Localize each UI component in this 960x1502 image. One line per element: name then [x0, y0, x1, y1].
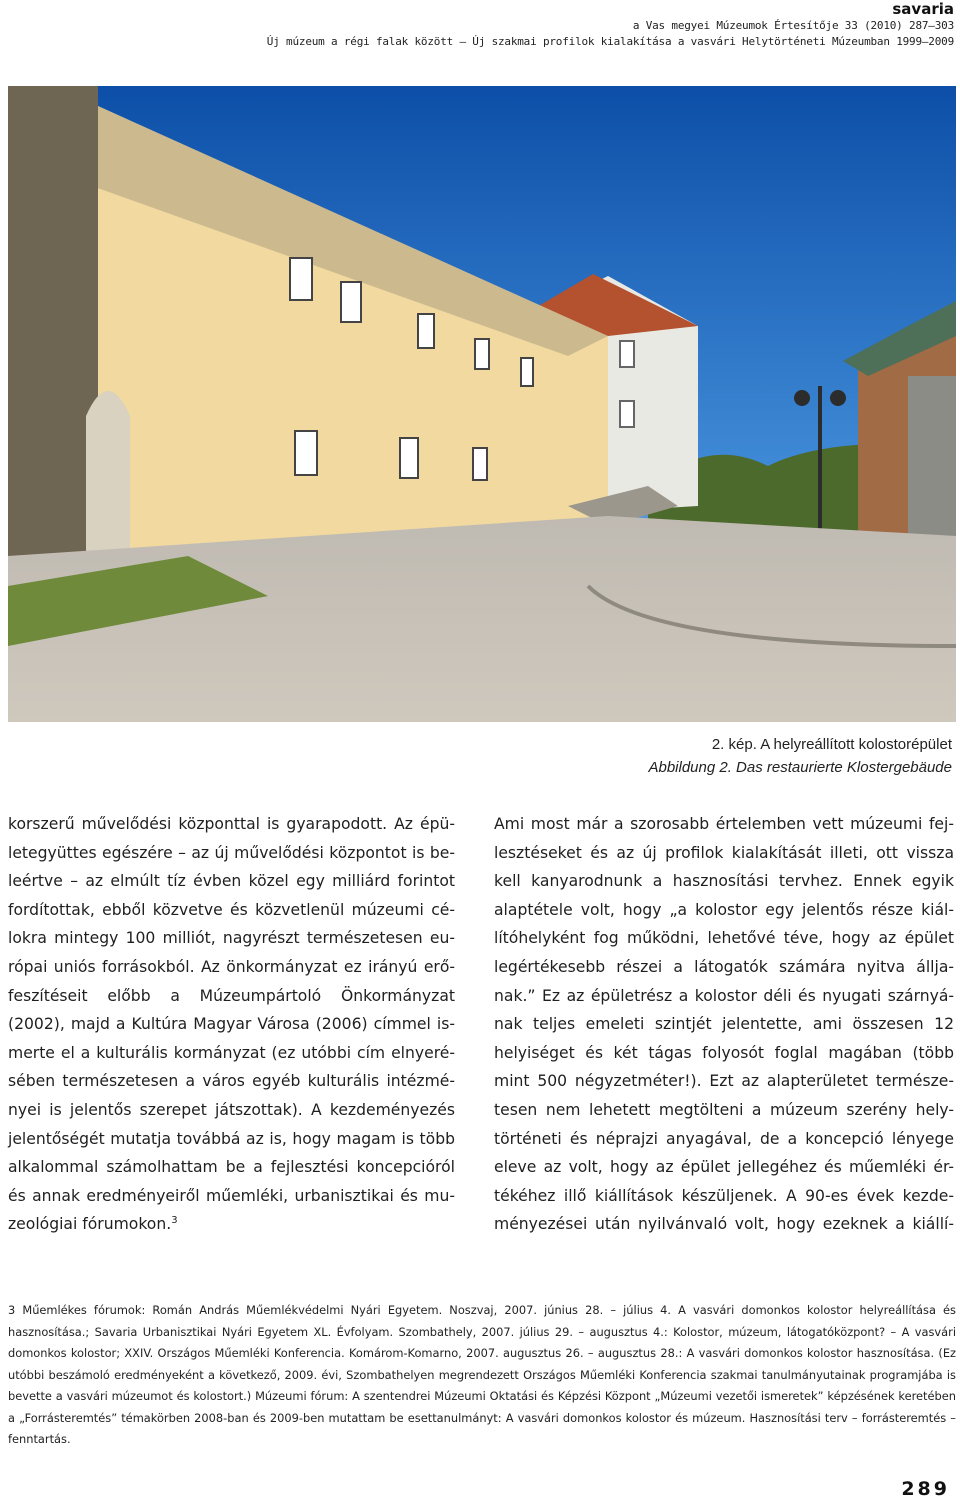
text-line: lesztéseket és az új profilok kialakítását illeti, ott vissza [494, 843, 954, 862]
text-line: feszítéseit előbb a Múzeumpártoló Önkormányzat [8, 986, 455, 1005]
text-line: eleve az volt, hogy az épület jellegéhez és műemléki ér- [494, 1158, 954, 1177]
caption-hungarian: 2. kép. A helyreállított kolostorépület [711, 736, 952, 753]
text-line: helyiséget és két tágas folyosót foglal magában (több [494, 1043, 954, 1062]
text-line: mint 500 négyzetméter!). Ezt az alapterületet természe- [494, 1072, 954, 1091]
text-column-left [8, 810, 455, 1239]
text-line: sében természetesen a város egyéb kulturális intézmé- [8, 1072, 455, 1091]
journal-title: savaria [892, 0, 954, 18]
footnotes [8, 1300, 956, 1451]
footnote-ref[interactable]: 3 [171, 1215, 178, 1227]
text-line: történeti és néprajzi anyagával, de a koncepció lényege [494, 1129, 954, 1148]
text-line: és annak eredményeiről műemléki, urbanisztikai és mu- [8, 1186, 455, 1205]
monastery-photo [8, 86, 956, 722]
figure-caption [648, 733, 952, 779]
text-line: alkalommal számolhattam be a fejlesztési koncepcióról [8, 1158, 455, 1177]
footnote-3: 3 Műemlékes fórumok: Román András Műemlékvédelmi Nyári Egyetem. Noszvaj, 2007. június 28. – július 4. A vasvári domonkos kolostor helyreállítása és hasznosítása.; Savaria Urbanisztikai Nyári Egyetem XL. Évfolyam. Szombathely, 2007. július 29. – augusztus 4.: Kolostor, múzeum, látogatóközpont? – A vasvári domonkos kolostor; XXIV. Országos Műemléki Konferencia. Komárom-Komarno, 2007. augusztus 26. – augusztus 28.: A vasvári domonkos kolostor hasznosítása. (Ez utóbbi beszámoló eredményeként a következő, 2009. évi, Szombathelyen megrendezett Országos Műemléki Konferencia szakmai tanulmányutainak programjába is bevette a vasvári múzeumot és kolostort.) Múzeumi fórum: A szentendrei Múzeumi Oktatási és Képzési Központ „Múzeumi vezetői ismeretek” képzésének keretében a „Forrásteremtés” témakörben 2008-ban és 2009-ben mutattam be esettanulmányt: A vasvári domonkos kolostor és múzeum. Hasznosítási terv – forrásteremtés – fenntartás. [8, 1303, 956, 1446]
text-line: (2002), majd a Kultúra Magyar Városa (2006) címmel is- [8, 1015, 455, 1034]
text-line: jelentőségét mutatja továbbá az is, hogy magam is több [8, 1129, 455, 1148]
text-line: lítóhelyként fog működni, lehetővé téve, hogy az épület [494, 929, 954, 948]
text-line: nak teljes emeleti szintjét jelentette, ami összesen 12 [494, 1015, 954, 1034]
text-line: korszerű művelődési központtal is gyarapodott. Az épü- [8, 815, 455, 833]
text-line: lokra mintegy 100 milliót, nagyrészt természetesen eu- [8, 929, 455, 948]
text-column-right [494, 810, 954, 1239]
text-line: alaptétele volt, hogy „a kolostor egy jelentős része kiál- [494, 900, 954, 919]
text-line: fordítottak, ebből közvetve és közvetlenül múzeumi cé- [8, 900, 455, 919]
text-line: merte el a kulturális kormányzat (ez utóbbi cím elnyeré- [8, 1043, 455, 1062]
journal-issue: a Vas megyei Múzeumok Értesítője 33 (2010) 287–303 [632, 19, 954, 32]
text-line-end: zeológiai fórumokon. [8, 1215, 172, 1234]
page-number: 289 [901, 1478, 950, 1500]
article-title: Új múzeum a régi falak között – Új szakmai profilok kialakítása a vasvári Helytörténeti Múzeumban 1999–2009 [266, 35, 954, 48]
text-line: kell kanyarodnunk a hasznosítási tervhez. Ennek egyik [494, 872, 954, 891]
caption-german: Abbildung 2. Das restaurierte Klostergebäude [648, 759, 952, 776]
text-line: letegyüttes egészére – az új művelődési központot is be- [8, 843, 455, 862]
text-line: ményezései után nyilvánvaló volt, hogy ezeknek a kiállí- [494, 1215, 954, 1234]
text-line: leértve – az elmúlt tíz évben közel egy milliárd forintot [8, 872, 455, 891]
text-line: rópai uniós forrásokból. Az önkormányzat ez irányú erő- [8, 957, 455, 976]
running-header [267, 0, 954, 50]
text-line-last [8, 1210, 455, 1239]
text-line: legértékesebb részei a látogatók számára nyitva állja- [494, 957, 954, 976]
text-line: nak.” Ez az épületrész a kolostor déli és nyugati szárnyá- [494, 986, 954, 1005]
text-line: tesen nem lehetett megtölteni a múzeum szerény hely- [494, 1100, 954, 1119]
text-line: Ami most már a szorosabb értelemben vett múzeumi fej- [494, 815, 954, 833]
text-line: nyei is jelentős szerepet játszottak). A kezdeményezés [8, 1100, 455, 1119]
text-line: tékéhez illő kiállítások készüljenek. A 90-es évek kezde- [494, 1186, 954, 1205]
